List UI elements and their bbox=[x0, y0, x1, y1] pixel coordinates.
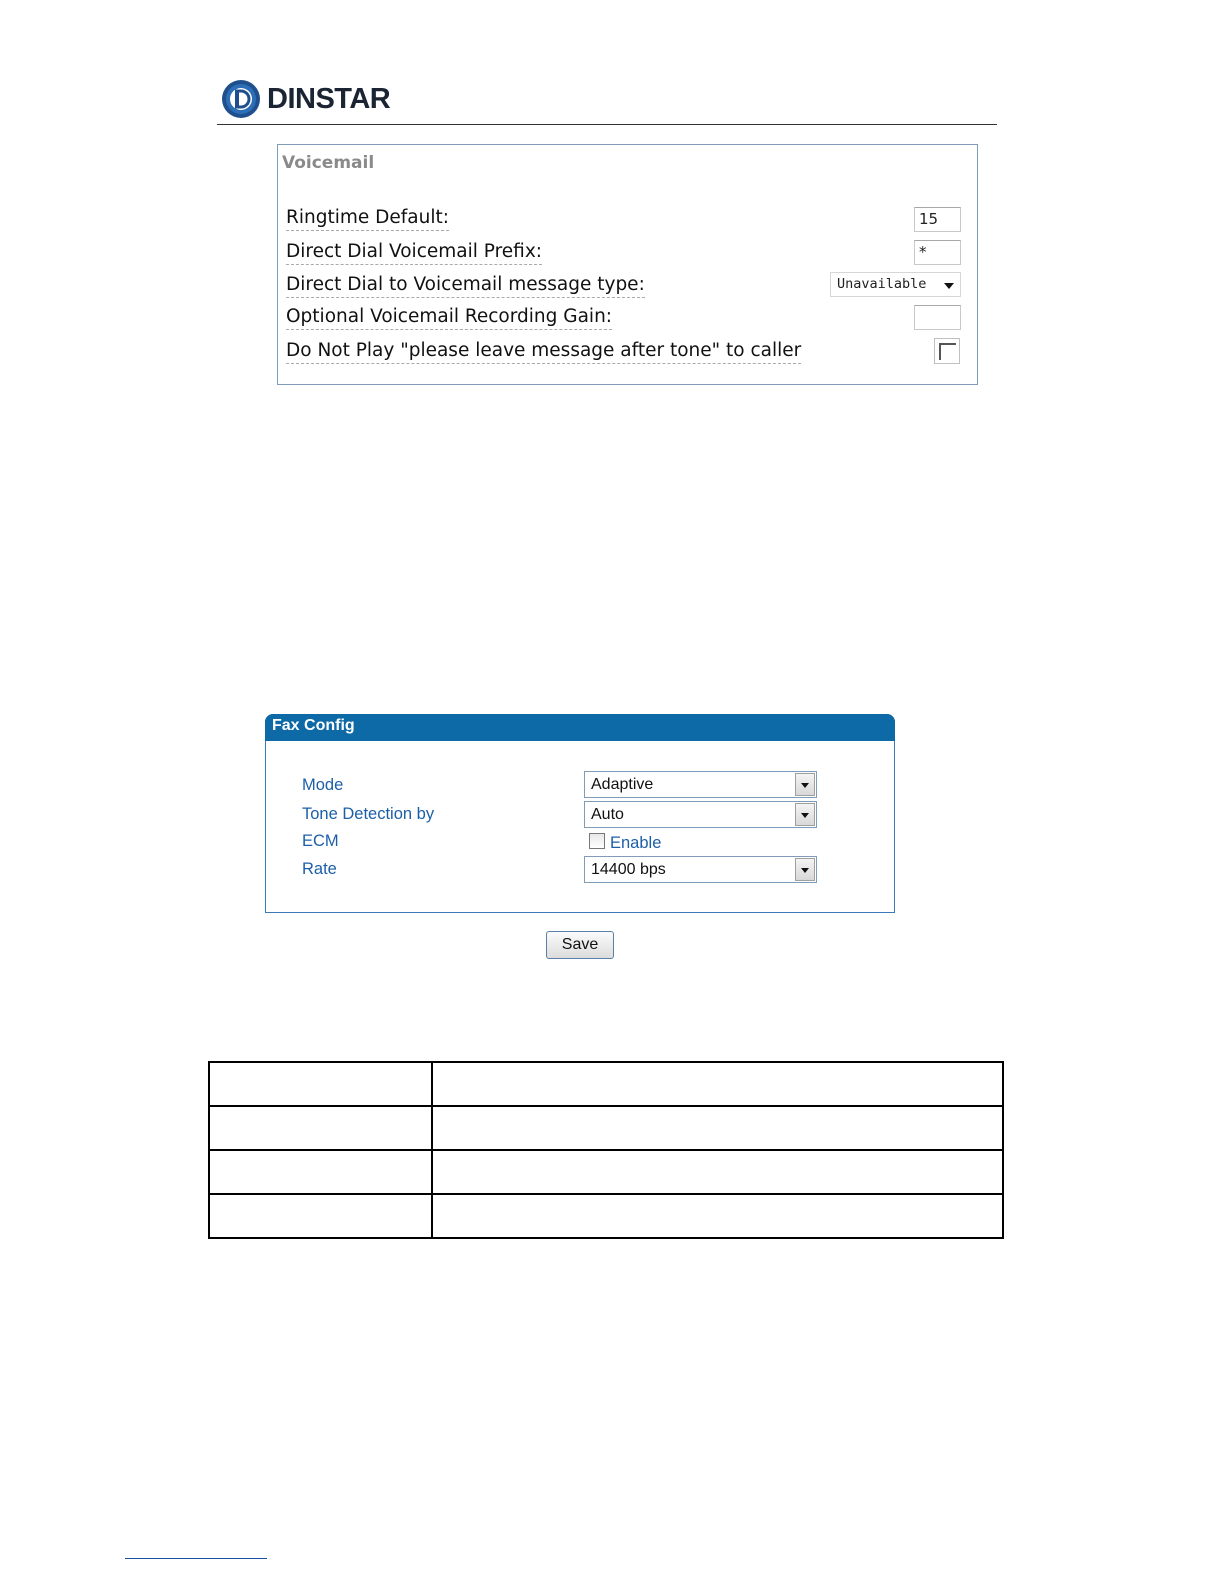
header-divider bbox=[217, 124, 997, 125]
table-row bbox=[209, 1106, 1003, 1150]
fax-config-header bbox=[265, 714, 895, 741]
footer-link-underline[interactable] bbox=[125, 1558, 267, 1559]
table-row bbox=[209, 1194, 1003, 1238]
rate-value: 14400 bps bbox=[591, 861, 666, 878]
mode-select[interactable] bbox=[584, 771, 817, 798]
ringtime-default-input[interactable]: 15 bbox=[914, 207, 961, 232]
chevron-down-icon[interactable] bbox=[795, 803, 815, 826]
fax-config-panel bbox=[265, 714, 895, 913]
chevron-down-icon[interactable] bbox=[795, 773, 815, 796]
rate-label: Rate bbox=[302, 860, 337, 878]
ecm-label: ECM bbox=[302, 832, 339, 850]
tone-detection-select[interactable] bbox=[584, 801, 817, 828]
dinstar-logo bbox=[221, 79, 390, 119]
table-cell bbox=[432, 1150, 1003, 1194]
tone-detection-value: Auto bbox=[591, 806, 624, 823]
table-cell bbox=[209, 1062, 432, 1106]
table-cell bbox=[432, 1106, 1003, 1150]
table-cell bbox=[209, 1150, 432, 1194]
parameter-table bbox=[208, 1061, 1004, 1239]
brand-name: DINSTAR bbox=[267, 82, 391, 115]
do-not-play-checkbox[interactable] bbox=[934, 338, 960, 364]
recording-gain-input[interactable] bbox=[914, 305, 961, 330]
do-not-play-label: Do Not Play "please leave message after tone" to caller bbox=[286, 339, 801, 364]
voicemail-prefix-input[interactable]: * bbox=[914, 240, 961, 265]
table-cell bbox=[432, 1194, 1003, 1238]
table-cell bbox=[209, 1194, 432, 1238]
table-row bbox=[209, 1062, 1003, 1106]
dinstar-logo-icon bbox=[221, 79, 261, 119]
message-type-label: Direct Dial to Voicemail message type: bbox=[286, 273, 645, 298]
table-cell bbox=[432, 1062, 1003, 1106]
fax-config-title: Fax Config bbox=[272, 717, 355, 734]
ecm-enable-checkbox[interactable] bbox=[589, 833, 605, 849]
mode-value: Adaptive bbox=[591, 776, 654, 793]
voicemail-panel bbox=[277, 144, 978, 385]
voicemail-prefix-label: Direct Dial Voicemail Prefix: bbox=[286, 240, 542, 265]
rate-select[interactable] bbox=[584, 856, 817, 883]
tone-detection-label: Tone Detection by bbox=[302, 805, 435, 823]
chevron-down-icon bbox=[944, 283, 954, 289]
recording-gain-label: Optional Voicemail Recording Gain: bbox=[286, 305, 612, 330]
mode-label: Mode bbox=[302, 776, 344, 794]
message-type-select[interactable] bbox=[830, 272, 961, 297]
save-button[interactable]: Save bbox=[546, 931, 614, 959]
ringtime-default-label: Ringtime Default: bbox=[286, 206, 449, 231]
chevron-down-icon[interactable] bbox=[795, 858, 815, 881]
voicemail-title: Voicemail bbox=[282, 153, 375, 173]
table-row bbox=[209, 1150, 1003, 1194]
table-cell bbox=[209, 1106, 432, 1150]
ecm-enable-label: Enable bbox=[610, 834, 662, 852]
message-type-value: Unavailable bbox=[837, 276, 927, 292]
